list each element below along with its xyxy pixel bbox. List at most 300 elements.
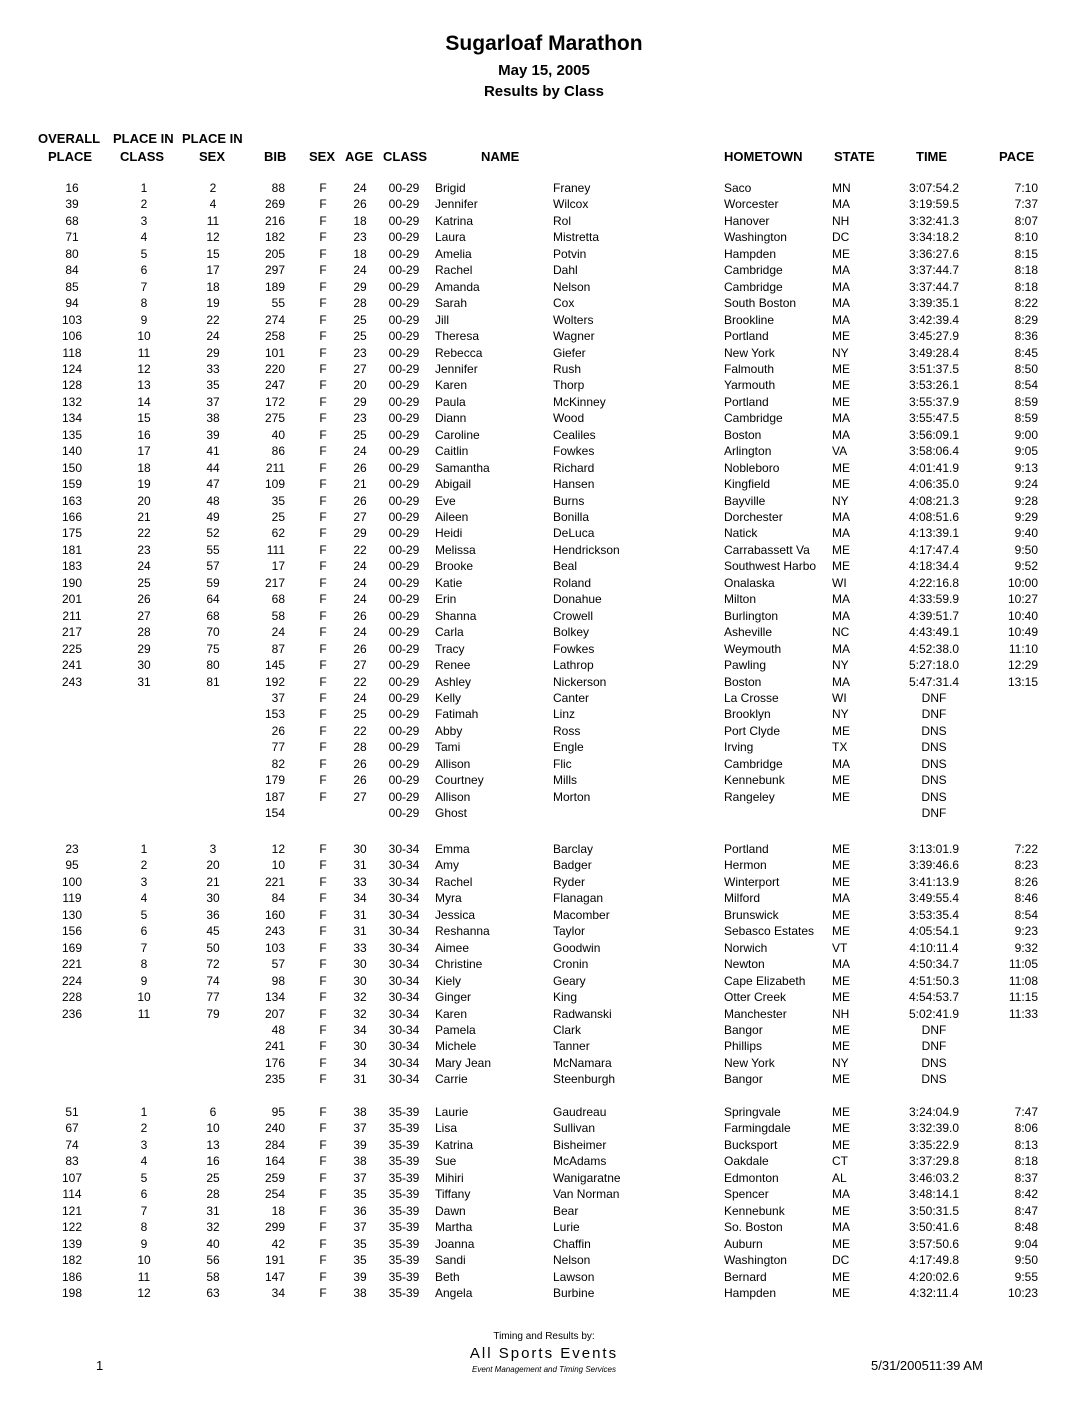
cell-sex-place: 37 [206,394,220,409]
cell-overall-place: 84 [65,263,79,278]
cell-sex-place: 25 [206,1170,220,1185]
cell-last-name: Geary [553,973,586,988]
cell-time: 4:43:49.1 [908,625,960,640]
cell-bib: 274 [264,312,285,327]
cell-first-name: Abigail [435,477,472,492]
cell-class-place: 10 [137,990,151,1005]
cell-hometown: Bangor [724,1022,763,1037]
cell-pace: 9:00 [1014,427,1038,442]
cell-state: VT [832,940,848,955]
cell-bib: 179 [264,773,285,788]
table-row [0,444,1088,460]
cell-hometown: Bangor [724,1072,763,1087]
cell-last-name: McNamara [553,1055,612,1070]
cell-age: 30 [353,1039,367,1054]
cell-age: 30 [353,842,367,856]
table-row [0,974,1088,990]
cell-hometown: Oakdale [724,1154,769,1169]
cell-overall-place: 16 [65,181,79,195]
header-place-in-sex-top: PLACE IN [182,131,243,146]
cell-state: ME [832,1105,850,1119]
cell-sex-place: 72 [206,957,220,972]
cell-last-name: Cronin [553,957,589,972]
cell-time: 3:37:29.8 [908,1154,960,1169]
cell-hometown: Cambridge [724,263,783,278]
cell-time: 4:05:54.1 [908,924,960,939]
cell-state: NY [832,493,849,508]
cell-sex-place: 79 [206,1006,220,1021]
cell-sex-place: 30 [206,891,220,906]
cell-first-name: Paula [435,394,466,409]
cell-hometown: Hampden [724,246,777,261]
cell-sex-place: 36 [206,907,220,922]
cell-last-name: Mistretta [553,230,600,245]
table-row [0,1072,1088,1088]
cell-state: MA [832,427,850,442]
cell-hometown: Milford [724,891,761,906]
cell-pace: 8:59 [1014,411,1038,426]
cell-bib: 111 [266,542,285,557]
cell-age: 33 [353,874,367,889]
cell-class: 00-29 [388,740,420,755]
cell-age: 26 [353,756,367,771]
cell-state: CT [832,1154,848,1169]
cell-age: 22 [353,674,367,689]
cell-sex: F [319,756,327,771]
cell-state: NY [832,658,849,673]
cell-pace: 9:32 [1014,940,1038,955]
cell-class-place: 6 [140,1187,148,1202]
cell-bib: 189 [264,279,285,294]
cell-last-name: Bisheimer [553,1137,607,1152]
cell-age: 26 [353,641,367,656]
table-row [0,1187,1088,1203]
cell-last-name: Bolkey [553,625,590,640]
cell-overall-place: 74 [65,1137,79,1152]
cell-overall-place: 163 [61,493,83,508]
cell-time: 3:32:41.3 [908,213,960,228]
cell-time: 3:19:59.5 [908,197,960,212]
cell-state: ME [832,907,850,922]
cell-last-name: Lawson [553,1269,595,1284]
cell-bib: 297 [264,263,285,278]
cell-age: 38 [353,1105,367,1119]
table-row [0,296,1088,312]
cell-overall-place: 225 [61,641,83,656]
cell-first-name: Rachel [435,263,473,278]
cell-class-place: 4 [140,1154,148,1169]
cell-age: 32 [353,990,367,1005]
cell-bib: 145 [264,658,285,673]
cell-hometown: Portland [724,842,769,856]
cell-class: 00-29 [388,312,420,327]
cell-first-name: Fatimah [435,707,479,722]
cell-sex: F [319,361,327,376]
cell-first-name: Karen [435,1006,468,1021]
cell-age: 26 [353,608,367,623]
cell-first-name: Allison [435,789,471,804]
cell-class: 35-39 [388,1203,420,1218]
cell-time: 3:50:41.6 [908,1220,960,1235]
cell-sex: F [319,510,327,524]
table-row [0,280,1088,296]
cell-state: ME [832,477,850,492]
cell-last-name: Goodwin [553,940,601,955]
cell-bib: 77 [271,740,285,755]
cell-class-place: 28 [137,625,151,640]
cell-time: 3:53:35.4 [908,907,960,922]
cell-last-name: King [553,990,578,1005]
cell-state: ME [832,842,850,856]
cell-pace: 9:13 [1014,460,1038,475]
cell-age: 37 [353,1220,367,1235]
cell-sex: F [319,1055,327,1070]
cell-bib: 221 [264,874,285,889]
cell-state: MA [832,756,850,771]
cell-state: MA [832,674,850,689]
cell-class: 00-29 [388,246,420,261]
cell-overall-place: 201 [61,592,83,607]
cell-class: 30-34 [388,1022,420,1037]
page-title: Sugarloaf Marathon [445,32,643,55]
cell-class: 00-29 [388,296,420,311]
cell-class: 30-34 [388,940,420,955]
table-row [0,1039,1088,1055]
cell-sex: F [319,842,327,856]
cell-state: ME [832,1072,850,1087]
cell-sex: F [319,690,327,705]
cell-last-name: Donahue [553,592,602,607]
cell-hometown: So. Boston [724,1220,783,1235]
cell-age: 33 [353,940,367,955]
cell-time: DNS [921,773,947,788]
cell-class: 00-29 [388,608,420,623]
cell-state: ME [832,378,850,393]
cell-time: 3:49:28.4 [908,345,960,360]
cell-hometown: Falmouth [724,361,775,376]
cell-sex-place: 33 [206,361,220,376]
cell-state: ME [832,559,850,574]
cell-sex: F [319,460,327,475]
table-row [0,875,1088,891]
cell-bib: 134 [264,990,285,1005]
cell-class-place: 26 [137,592,151,607]
cell-first-name: Aileen [435,510,469,524]
cell-time: DNF [921,690,947,705]
cell-last-name: Wanigaratne [553,1170,621,1185]
cell-pace: 8:47 [1014,1203,1038,1218]
cell-first-name: Katrina [435,1137,474,1152]
table-row [0,461,1088,477]
cell-bib: 57 [271,957,285,972]
cell-class-place: 11 [137,1269,151,1284]
cell-sex: F [319,493,327,508]
cell-bib: 153 [264,707,285,722]
cell-first-name: Tiffany [435,1187,471,1202]
cell-time: DNF [921,1022,947,1037]
cell-hometown: Bayville [724,493,766,508]
table-row [0,625,1088,641]
cell-state: MA [832,1187,850,1202]
cell-state: ME [832,460,850,475]
table-row [0,1056,1088,1072]
cell-state: NH [832,213,850,228]
cell-sex-place: 10 [206,1121,220,1136]
cell-time: DNS [921,789,947,804]
cell-last-name: Wagner [553,329,595,344]
cell-last-name: Hansen [553,477,595,492]
cell-sex: F [319,1121,327,1136]
table-row [0,1023,1088,1039]
cell-overall-place: 156 [61,924,83,939]
cell-sex: F [319,345,327,360]
cell-sex: F [319,1039,327,1054]
cell-overall-place: 71 [65,230,79,245]
cell-class: 30-34 [388,842,420,856]
cell-hometown: Auburn [724,1236,763,1251]
table-row [0,806,1088,822]
cell-last-name: Bear [553,1203,579,1218]
cell-sex: F [319,1253,327,1268]
cell-bib: 98 [271,973,285,988]
cell-pace: 8:23 [1014,858,1038,873]
cell-age: 25 [353,329,367,344]
cell-class: 00-29 [388,329,420,344]
cell-first-name: Sue [435,1154,457,1169]
cell-age: 27 [353,789,367,804]
cell-time: 4:08:21.3 [908,493,960,508]
cell-class: 00-29 [388,510,420,524]
cell-overall-place: 67 [65,1121,79,1136]
cell-pace: 10:23 [1007,1285,1038,1300]
cell-state: DC [832,230,850,245]
cell-class: 00-29 [388,641,420,656]
cell-age: 26 [353,197,367,212]
cell-class-place: 2 [140,197,148,212]
cell-sex-place: 24 [206,329,220,344]
cell-sex: F [319,924,327,939]
cell-last-name: Steenburgh [553,1072,616,1087]
cell-time: 4:32:11.4 [909,1285,959,1300]
cell-pace: 13:15 [1007,674,1038,689]
table-row [0,395,1088,411]
cell-time: 4:18:34.4 [908,559,960,574]
cell-first-name: Eve [435,493,456,508]
cell-pace: 9:05 [1014,444,1038,459]
cell-last-name: Nelson [553,1253,591,1268]
table-row [0,658,1088,674]
cell-age: 24 [353,592,367,607]
cell-sex: F [319,707,327,722]
cell-state: ME [832,973,850,988]
table-row [0,908,1088,924]
cell-class-place: 3 [140,213,148,228]
table-row [0,1220,1088,1236]
cell-sex-place: 52 [206,526,220,541]
table-row [0,313,1088,329]
cell-time: 3:49:55.4 [908,891,960,906]
cell-first-name: Katrina [435,213,474,228]
cell-hometown: Milton [724,592,757,607]
cell-overall-place: 217 [61,625,83,640]
table-row [0,990,1088,1006]
cell-age: 26 [353,493,367,508]
cell-overall-place: 221 [61,957,83,972]
cell-class-place: 5 [140,246,148,261]
cell-first-name: Tracy [435,641,465,656]
cell-overall-place: 132 [61,394,83,409]
cell-bib: 176 [264,1055,285,1070]
cell-state: MA [832,891,850,906]
cell-state: ME [832,542,850,557]
cell-hometown: Carrabassett Va [724,542,810,557]
cell-last-name: Potvin [553,246,587,261]
cell-sex: F [319,230,327,245]
cell-overall-place: 175 [61,526,83,541]
cell-class: 00-29 [388,361,420,376]
cell-hometown: Manchester [724,1006,787,1021]
cell-age: 36 [353,1203,367,1218]
cell-bib: 240 [264,1121,285,1136]
cell-sex-place: 13 [206,1137,220,1152]
cell-state: MA [832,957,850,972]
cell-class: 35-39 [388,1187,420,1202]
cell-overall-place: 51 [65,1105,79,1119]
table-row [0,1270,1088,1286]
cell-first-name: Beth [435,1269,460,1284]
cell-overall-place: 124 [61,361,83,376]
cell-hometown: Edmonton [724,1170,779,1185]
cell-hometown: Cambridge [724,279,783,294]
cell-state: ME [832,1121,850,1136]
cell-pace: 7:37 [1014,197,1038,212]
cell-last-name: Roland [553,575,592,590]
header-place-in-class-top: PLACE IN [113,131,174,146]
cell-class: 00-29 [388,806,420,821]
cell-sex: F [319,608,327,623]
cell-class-place: 4 [140,891,148,906]
cell-hometown: Asheville [724,625,773,640]
table-row [0,592,1088,608]
cell-time: 3:36:27.6 [908,246,960,261]
cell-class-place: 25 [137,575,151,590]
cell-overall-place: 130 [61,907,83,922]
cell-bib: 26 [271,723,285,738]
cell-hometown: Dorchester [724,510,783,524]
cell-sex-place: 64 [206,592,220,607]
cell-last-name: Ryder [553,874,586,889]
cell-first-name: Brigid [435,181,466,195]
cell-hometown: South Boston [724,296,797,311]
cell-class: 00-29 [388,460,420,475]
cell-first-name: Heidi [435,526,463,541]
cell-sex: F [319,329,327,344]
cell-sex-place: 15 [206,246,220,261]
cell-first-name: Brooke [435,559,474,574]
cell-sex: F [319,874,327,889]
cell-class-place: 4 [140,230,148,245]
cell-overall-place: 198 [61,1285,83,1300]
cell-time: 4:52:38.0 [908,641,960,656]
cell-class: 30-34 [388,891,420,906]
cell-last-name: Linz [553,707,576,722]
table-row [0,790,1088,806]
cell-bib: 147 [264,1269,285,1284]
cell-first-name: Renee [435,658,471,673]
cell-time: 3:45:27.9 [908,329,960,344]
cell-state: ME [832,773,850,788]
cell-first-name: Reshanna [435,924,490,939]
cell-age: 31 [353,907,367,922]
cell-last-name: Hendrickson [553,542,620,557]
cell-pace: 11:05 [1008,957,1038,972]
cell-time: 3:24:04.9 [908,1105,960,1119]
table-row [0,510,1088,526]
cell-overall-place: 107 [61,1170,83,1185]
cell-last-name: Sullivan [553,1121,596,1136]
cell-last-name: Ross [553,723,581,738]
cell-time: 5:02:41.9 [908,1006,960,1021]
cell-hometown: Portland [724,329,769,344]
cell-last-name: Tanner [553,1039,590,1054]
cell-pace: 8:06 [1014,1121,1038,1136]
cell-pace: 11:33 [1008,1006,1038,1021]
cell-overall-place: 186 [61,1269,83,1284]
cell-hometown: Kingfield [724,477,771,492]
cell-class: 00-29 [388,279,420,294]
table-row [0,559,1088,575]
cell-bib: 164 [264,1154,285,1169]
cell-pace: 8:15 [1014,246,1038,261]
cell-sex: F [319,907,327,922]
table-row [0,329,1088,345]
cell-last-name: Flic [553,756,572,771]
cell-sex-place: 31 [206,1203,220,1218]
cell-first-name: Michele [435,1039,477,1054]
cell-sex-place: 74 [206,973,220,988]
cell-class-place: 5 [140,907,148,922]
cell-bib: 58 [271,608,285,623]
cell-overall-place: 118 [62,345,82,360]
cell-state: NY [832,1055,849,1070]
cell-pace: 9:28 [1014,493,1038,508]
cell-pace: 8:45 [1014,345,1038,360]
cell-state: ME [832,924,850,939]
table-row [0,757,1088,773]
cell-time: 5:27:18.0 [908,658,960,673]
cell-overall-place: 106 [61,329,83,344]
cell-hometown: Southwest Harbo [724,559,817,574]
cell-last-name: Chaffin [553,1236,591,1251]
cell-time: 3:46:03.2 [908,1170,960,1185]
cell-sex-place: 12 [206,230,220,245]
cell-class-place: 10 [137,329,151,344]
cell-age: 24 [353,181,367,195]
cell-state: NY [832,707,849,722]
cell-class: 00-29 [388,444,420,459]
cell-first-name: Mihiri [435,1170,464,1185]
table-row [0,494,1088,510]
cell-overall-place: 211 [62,608,82,623]
cell-pace: 8:48 [1014,1220,1038,1235]
table-row [0,378,1088,394]
cell-last-name: Flanagan [553,891,604,906]
cell-hometown: Natick [724,526,758,541]
cell-last-name: Franey [553,181,591,195]
cell-state: VA [832,444,848,459]
cell-class-place: 21 [137,510,151,524]
cell-sex: F [319,296,327,311]
